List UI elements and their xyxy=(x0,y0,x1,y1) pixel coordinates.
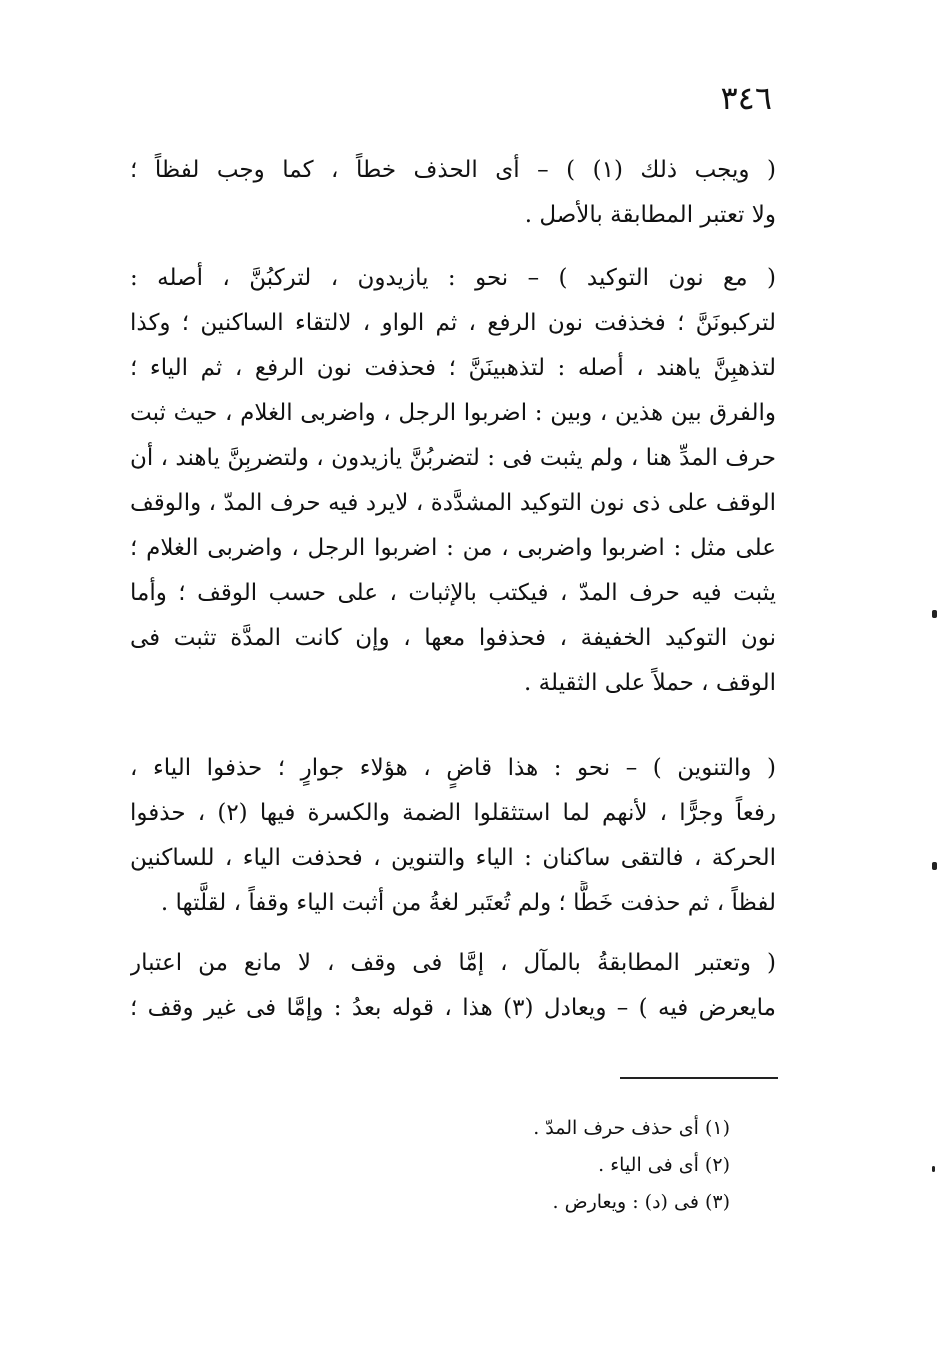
text-line: ( مع نون التوكيد ) – نحو : يازيدون ، لتركبُنَّ ، أصله : xyxy=(130,265,776,291)
footnote-divider xyxy=(620,1077,778,1079)
footnotes xyxy=(380,1110,730,1221)
text-line: الوقف ، حملاً على الثقيلة . xyxy=(524,670,776,696)
paragraph-3 xyxy=(130,746,776,926)
paragraph-2 xyxy=(130,256,776,706)
text-line: والفرق بين هذين ، وبين : اضربوا الرجل ، واضربى الغلام ، حيث ثبت xyxy=(130,400,776,426)
text-line: رفعاً وجرًّا ، لأنهم لما استثقلوا الضمة والكسرة فيها (٢) ، حذفوا xyxy=(130,800,776,826)
text-line: ( وتعتبر المطابقةُ بالمآل ، إمَّا فى وقف ، لا مانع من اعتبار xyxy=(130,950,776,976)
text-line: ( ويجب ذلك (١) ) – أى الحذف خطاً ، كما وجب لفظاً ؛ xyxy=(130,157,776,183)
paragraph-1 xyxy=(130,148,776,238)
text-line: لتركبونَنَّ ؛ فخذفت نون الرفع ، ثم الواو ، لالتقاء الساكنين ؛ وكذا xyxy=(130,310,776,336)
scan-edge-mark xyxy=(932,610,937,618)
text-line: لتذهبِنَّ ياهند ، أصله : لتذهبينَنَّ ؛ فحذفت نون الرفع ، ثم الياء ؛ xyxy=(130,355,776,381)
footnote-2: (٢) أى فى الياء . xyxy=(598,1154,730,1176)
text-line: نون التوكيد الخفيفة ، فحذفوا معها ، وإن كانت المدَّة تثبت فى xyxy=(130,625,776,651)
text-line: ولا تعتبر المطابقة بالأصل . xyxy=(524,202,776,228)
footnote-1: (١) أى حذف حرف المدّ . xyxy=(533,1117,730,1139)
scan-edge-mark xyxy=(932,1166,935,1172)
paragraph-4 xyxy=(130,941,776,1031)
page-number: ٣٤٦ xyxy=(720,79,772,117)
text-line: الوقف على ذى نون التوكيد المشدَّدة ، لايرد فيه حرف المدّ ، والوقف xyxy=(130,490,776,516)
text-line: لفظاً ، ثم حذفت خَطًّا ؛ ولم تُعتَبر لغةُ من أثبت الياء وقفاً ، لقلَّتها . xyxy=(160,890,776,916)
text-line: حرف المدِّ هنا ، ولم يثبت فى : لتضربُنَّ يازيدون ، ولتضربِنَّ ياهند ، أن xyxy=(130,445,776,471)
text-line: مايعرض فيه ) – ويعادل (٣) هذا ، قوله بعدُ : وإمَّا فى غير وقف ؛ xyxy=(130,995,776,1021)
text-line: الحركة ، فالتقى ساكنان : الياء والتنوين ، فحذفت الياء ، للساكنين xyxy=(130,845,776,871)
text-line: يثبت فيه حرف المدّ ، فيكتب بالإثبات ، على حسب الوقف ؛ وأما xyxy=(130,580,776,606)
footnote-3: (٣) فى (د) : ويعارض . xyxy=(552,1191,730,1213)
text-line: ( والتنوين ) – نحو : هذا قاضٍ ، هؤلاء جوارٍ ؛ حذفوا الياء ، xyxy=(130,755,776,781)
text-line: على مثل : اضربوا واضربى ، من : اضربوا الرجل ، واضربى الغلام ؛ xyxy=(130,535,776,561)
scan-edge-mark xyxy=(932,862,937,870)
